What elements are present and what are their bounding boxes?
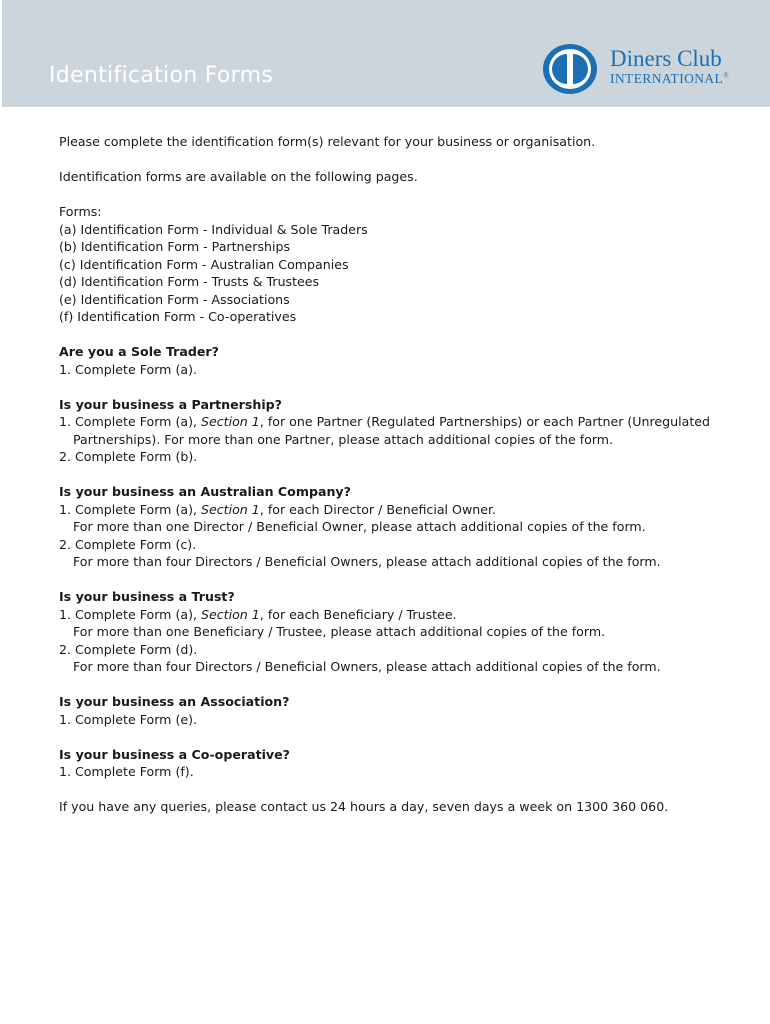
diners-club-logo-icon bbox=[542, 43, 604, 95]
forms-list bbox=[59, 221, 739, 326]
page-title: Identification Forms bbox=[49, 63, 274, 88]
list-item: (e) Identification Form - Associations bbox=[59, 291, 290, 307]
list-item: (a) Identification Form - Individual & Sole Traders bbox=[59, 221, 368, 237]
company-step-2-note: For more than four Directors / Beneficial Owners, please attach additional copies of the form. bbox=[73, 554, 661, 569]
partnership-step-2: 2. Complete Form (b). bbox=[59, 449, 198, 464]
list-item: (b) Identification Form - Partnerships bbox=[59, 239, 291, 254]
company-step-2: 2. Complete Form (c). bbox=[59, 536, 197, 552]
company-step-1-note: For more than one Director / Beneficial Owner, please attach additional copies of the form. bbox=[73, 519, 646, 534]
diners-club-logo bbox=[542, 43, 742, 95]
sole-trader-heading: Are you a Sole Trader? bbox=[59, 344, 219, 359]
intro-paragraph: Please complete the identification form(s) relevant for your business or organisation. bbox=[59, 134, 596, 149]
trust-step-1: 1. Complete Form (a), Section 1, for each Beneficiary / Trustee. bbox=[59, 606, 457, 622]
association-heading: Is your business an Association? bbox=[59, 694, 290, 709]
logo-subtitle: INTERNATIONAL® bbox=[610, 71, 729, 86]
company-step-1: 1. Complete Form (a), Section 1, for each Director / Beneficial Owner. bbox=[59, 501, 497, 517]
logo-name: Diners Club bbox=[610, 46, 722, 71]
trust-step-2: 2. Complete Form (d). bbox=[59, 641, 198, 657]
sole-trader-step-1: 1. Complete Form (a). bbox=[59, 361, 197, 377]
company-heading: Is your business an Australian Company? bbox=[59, 484, 351, 499]
partnership-step-1: 1. Complete Form (a), Section 1, for one Partner (Regulated Partnerships) or each Partner (Unregulated bbox=[59, 414, 711, 429]
document-body bbox=[59, 133, 739, 816]
contact-paragraph: If you have any queries, please contact us 24 hours a day, seven days a week on 1300 360 060. bbox=[59, 799, 669, 814]
cooperative-step-1: 1. Complete Form (f). bbox=[59, 764, 194, 779]
availability-paragraph: Identification forms are available on the following pages. bbox=[59, 169, 418, 184]
cooperative-heading: Is your business a Co-operative? bbox=[59, 746, 290, 762]
trust-step-1-note: For more than one Beneficiary / Trustee, please attach additional copies of the form. bbox=[73, 624, 606, 639]
association-step-1: 1. Complete Form (e). bbox=[59, 711, 198, 727]
list-item: (c) Identification Form - Australian Companies bbox=[59, 256, 349, 272]
trust-heading: Is your business a Trust? bbox=[59, 589, 235, 604]
partnership-heading: Is your business a Partnership? bbox=[59, 396, 282, 412]
trust-step-2-note: For more than four Directors / Beneficial Owners, please attach additional copies of the form. bbox=[73, 659, 661, 674]
list-item: (f) Identification Form - Co-operatives bbox=[59, 309, 297, 324]
page-header bbox=[2, 0, 770, 107]
list-item: (d) Identification Form - Trusts & Trustees bbox=[59, 274, 320, 289]
partnership-step-1-note: Partnerships). For more than one Partner, please attach additional copies of the form. bbox=[73, 431, 614, 447]
forms-label: Forms: bbox=[59, 204, 102, 219]
